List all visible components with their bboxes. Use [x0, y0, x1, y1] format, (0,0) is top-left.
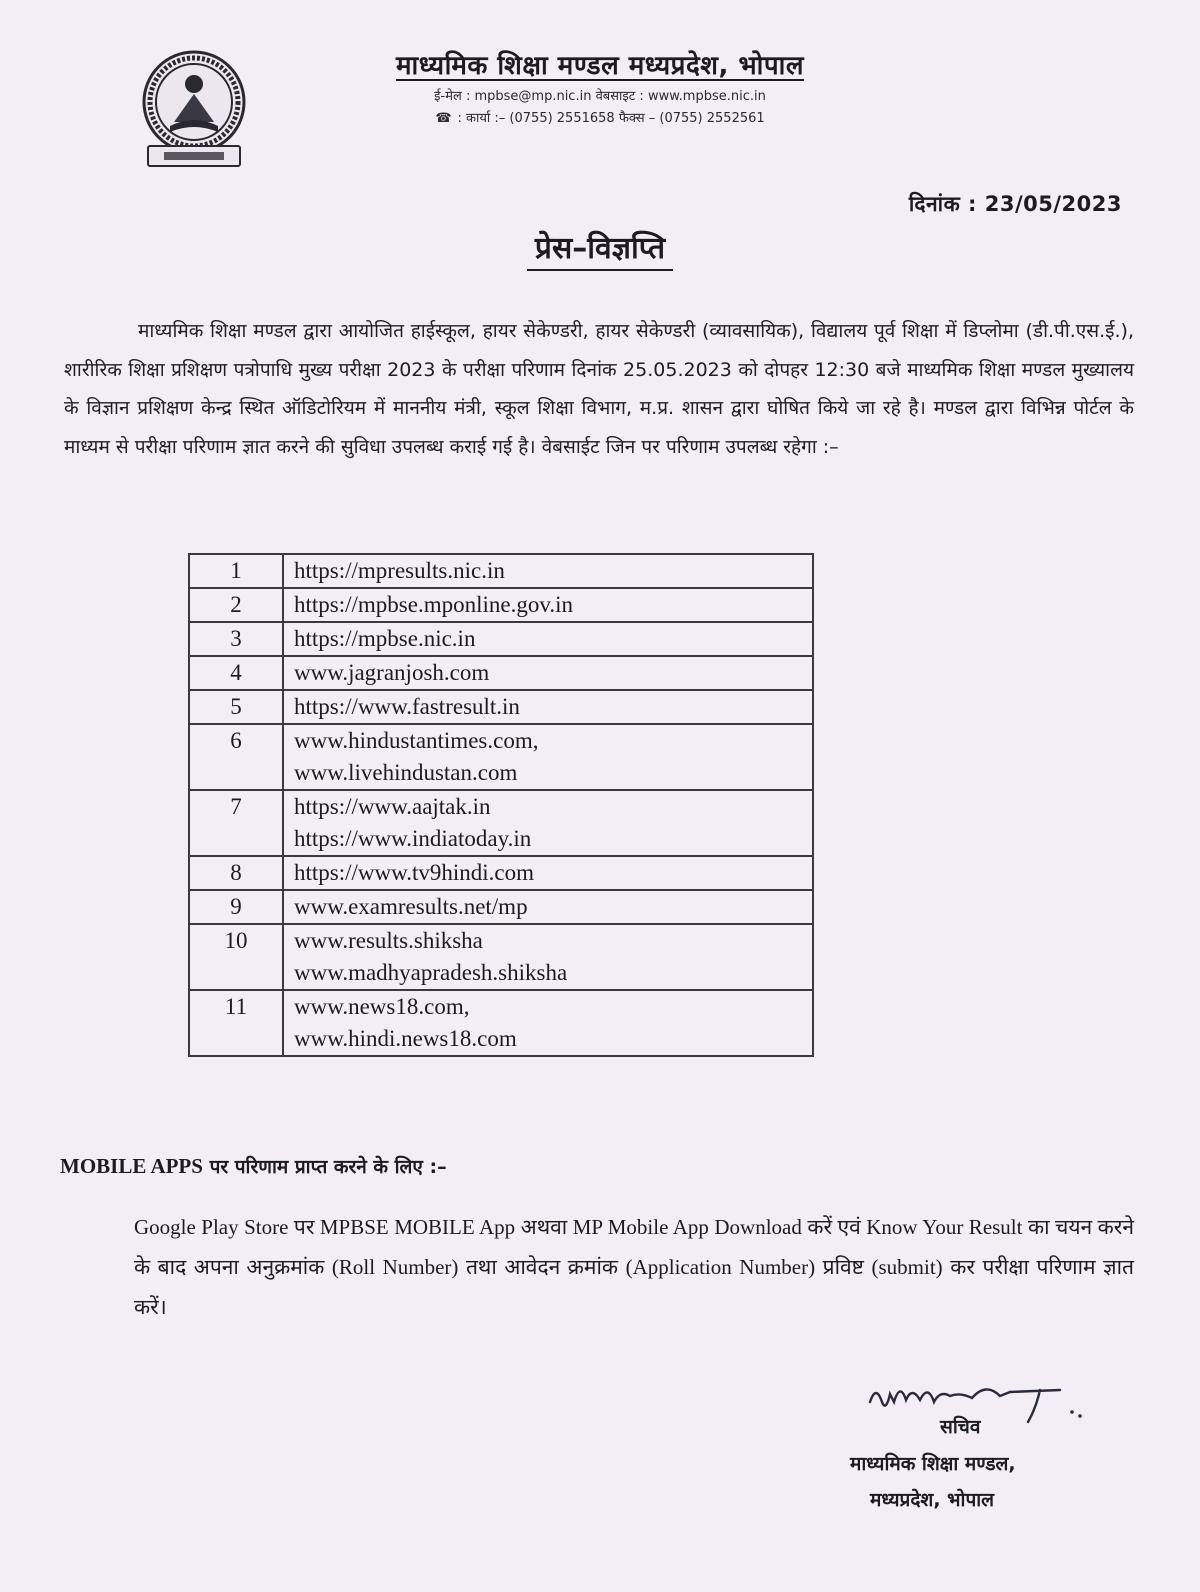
website-link[interactable]: https://mpresults.nic.in: [294, 558, 505, 583]
website-link[interactable]: https://www.aajtak.in: [294, 794, 491, 819]
signatory-organization: माध्यमिक शिक्षा मण्डल,: [850, 1453, 1016, 1475]
mobile-apps-paragraph: Google Play Store पर MPBSE MOBILE App अथवा MP Mobile App Download करें एवं Know Your Result का चयन करने के बाद अपना अनुक्रमांक (Roll Number) तथा आवेदन क्रमांक (Application Number) प्रविष्ट (submit) कर परीक्षा परिणाम ज्ञात करें।: [134, 1215, 1134, 1319]
table-row: [189, 656, 813, 690]
row-urls: [283, 690, 813, 724]
row-urls: [283, 856, 813, 890]
website-link[interactable]: www.madhyapradesh.shiksha: [294, 960, 568, 985]
table-row: [189, 890, 813, 924]
row-number: 2: [189, 588, 283, 622]
website-link[interactable]: www.jagranjosh.com: [294, 660, 490, 685]
signatory-place: मध्यप्रदेश, भोपाल: [870, 1489, 995, 1511]
row-number: 9: [189, 890, 283, 924]
mobile-apps-heading-en: MOBILE APPS: [60, 1154, 203, 1178]
websites-table: [188, 553, 814, 1057]
website-link[interactable]: www.news18.com,: [294, 994, 470, 1019]
document-title: [0, 226, 1200, 271]
website-link[interactable]: www.livehindustan.com: [294, 760, 518, 785]
table-row: [189, 690, 813, 724]
website-link[interactable]: https://mpbse.mponline.gov.in: [294, 592, 573, 617]
contact-line: ई-मेल : mpbse@mp.nic.in वेबसाइट : www.mpbse.nic.in: [434, 89, 766, 104]
body-paragraph: माध्यमिक शिक्षा मण्डल द्वारा आयोजित हाईस्कूल, हायर सेकेण्डरी, हायर सेकेण्डरी (व्यावसायिक), विद्यालय पूर्व शिक्षा में डिप्लोमा (डी.पी.एस.ई.), शारीरिक शिक्षा प्रशिक्षण पत्रोपाधि मुख्य परीक्षा 2023 के परीक्षा परिणाम दिनांक 25.05.2023 को दोपहर 12:30 बजे माध्यमिक शिक्षा मण्डल मुख्यालय के विज्ञान प्रशिक्षण केन्द्र स्थित ऑडिटोरियम में माननीय मंत्री, स्कूल शिक्षा विभाग, म.प्र. शासन द्वारा घोषित किये जा रहे है। मण्डल द्वारा विभिन्न पोर्टल के माध्यम से परीक्षा परिणाम ज्ञात करने की सुविधा उपलब्ध कराई गई है। वेबसाईट जिन पर परिणाम उपलब्ध रहेगा :–: [64, 320, 1134, 458]
website-link[interactable]: www.hindustantimes.com,: [294, 728, 539, 753]
website-link[interactable]: https://www.fastresult.in: [294, 694, 520, 719]
row-urls: [283, 622, 813, 656]
date-label: दिनांक : 23/05/2023: [908, 192, 1122, 216]
mobile-apps-heading: [60, 1153, 447, 1179]
signatory-title: सचिव: [940, 1416, 981, 1438]
row-number: 10: [189, 924, 283, 990]
row-number: 3: [189, 622, 283, 656]
website-link[interactable]: www.examresults.net/mp: [294, 894, 528, 919]
website-link[interactable]: www.hindi.news18.com: [294, 1026, 517, 1051]
table-row: [189, 724, 813, 790]
table-row: [189, 924, 813, 990]
row-number: 4: [189, 656, 283, 690]
website-link[interactable]: https://mpbse.nic.in: [294, 626, 476, 651]
table-row: [189, 622, 813, 656]
row-urls: [283, 588, 813, 622]
website-link[interactable]: https://www.tv9hindi.com: [294, 860, 535, 885]
table-row: [189, 588, 813, 622]
row-number: 5: [189, 690, 283, 724]
table-row: [189, 856, 813, 890]
row-urls: [283, 924, 813, 990]
row-urls: [283, 990, 813, 1056]
table-row: [189, 790, 813, 856]
row-number: 7: [189, 790, 283, 856]
row-urls: [283, 790, 813, 856]
row-number: 11: [189, 990, 283, 1056]
organization-name: माध्यमिक शिक्षा मण्डल मध्यप्रदेश, भोपाल: [395, 51, 805, 81]
row-number: 1: [189, 554, 283, 588]
board-seal-logo-icon: [134, 50, 254, 168]
website-link[interactable]: https://www.indiatoday.in: [294, 826, 532, 851]
table-row: [189, 554, 813, 588]
document-title-text: प्रेस–विज्ञप्ति: [527, 226, 673, 271]
phone-line: [360, 108, 840, 126]
row-number: 6: [189, 724, 283, 790]
mobile-apps-heading-hi: पर परिणाम प्राप्त करने के लिए :–: [202, 1156, 447, 1178]
phone-text: : कार्या :– (0755) 2551658 फैक्स – (0755) 2552561: [457, 111, 765, 126]
website-link[interactable]: www.results.shiksha: [294, 928, 483, 953]
row-urls: [283, 890, 813, 924]
row-urls: [283, 656, 813, 690]
telephone-icon: ☎: [435, 111, 452, 126]
row-urls: [283, 554, 813, 588]
row-urls: [283, 724, 813, 790]
row-number: 8: [189, 856, 283, 890]
table-row: [189, 990, 813, 1056]
